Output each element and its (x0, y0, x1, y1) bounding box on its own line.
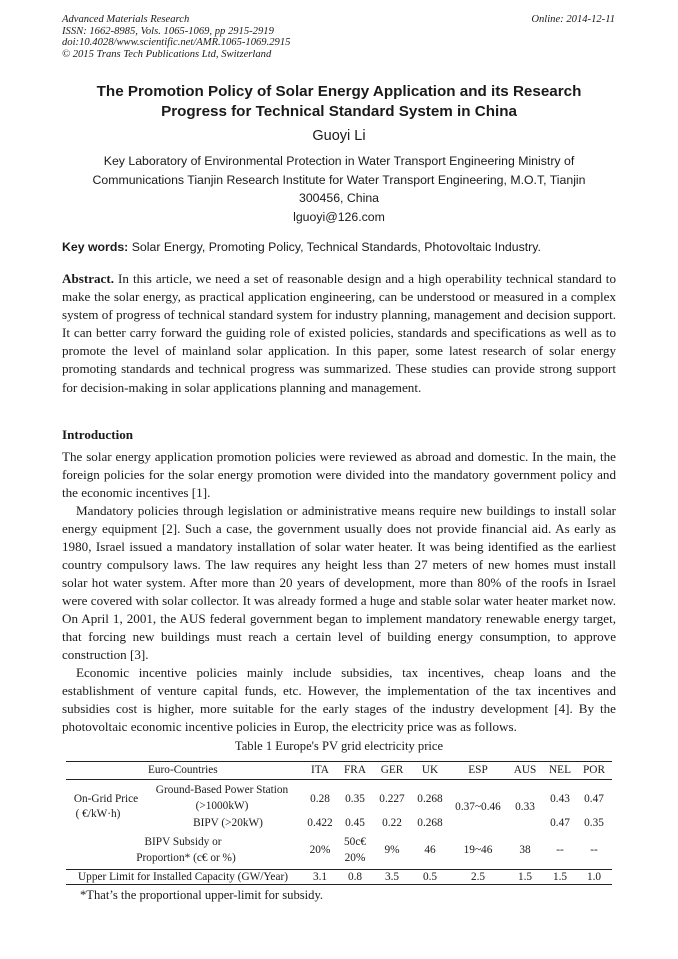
copyright-line: © 2015 Trans Tech Publications Ltd, Switzerland (62, 48, 272, 60)
table-bottom-rule (66, 884, 612, 885)
table-cell: 1.5 (552, 871, 568, 883)
paper-title (62, 82, 616, 122)
table-cell: 3.5 (384, 871, 400, 883)
table-cell: 0.45 (345, 817, 365, 829)
issn-line: ISSN: 1662-8985, Vols. 1065-1069, pp 2915-2919 (62, 25, 274, 37)
table-cell: 0.22 (382, 817, 402, 829)
table-cell: 0.35 (345, 793, 365, 805)
affiliation-line-2: Communications Tianjin Research Institute for Water Transport Engineering, M.O.T, Tianjin (92, 172, 586, 187)
table-caption: Table 1 Europe's PV grid electricity price (234, 739, 444, 753)
table-cell: 0.37~0.46 (455, 801, 501, 813)
author-name: Guoyi Li (312, 128, 366, 144)
table-row-label: (>1000kW) (195, 800, 249, 812)
table-row-label: On-Grid Price (73, 793, 139, 805)
keywords-label: Key words: (62, 240, 129, 254)
affiliation (62, 152, 616, 226)
keywords (62, 239, 616, 255)
table-top-rule (66, 761, 612, 762)
online-date: Online: 2014-12-11 (531, 14, 615, 25)
table-cell: 3.1 (312, 871, 328, 883)
table-col-header: ITA (311, 764, 329, 776)
table-cell: 50c€ (344, 836, 366, 848)
table-cell: 0.422 (307, 817, 333, 829)
table-cell: 0.35 (584, 817, 604, 829)
table-cell: 20% (309, 844, 331, 856)
table-header-rule (66, 779, 612, 780)
affiliation-line-1: Key Laboratory of Environmental Protection in Water Transport Engineering Ministry of (103, 154, 575, 168)
author-email: lguoyi@126.com (293, 209, 385, 224)
table-row-label: ( €/kW·h) (75, 808, 121, 820)
abstract-label: Abstract. (62, 271, 114, 286)
table-cell: 38 (519, 844, 531, 856)
journal-name: Advanced Materials Research (62, 14, 190, 25)
table-cell: 0.47 (584, 793, 604, 805)
table-cell: 1.0 (586, 871, 602, 883)
table-col-header: ESP (468, 764, 488, 776)
paragraph: The solar energy application promotion policies were reviewed as abroad and domestic. In the main, the foreign policies for the solar energy promotion were divided into the mandatory government policy and the economic incentives [1]. (62, 449, 616, 500)
paragraph: Economic incentive policies mainly include subsidies, tax incentives, cheap loans and the establishment of venture capital funds, etc. However, the implementation of the tax incentives and subsidies cost is higher, more suitable for the early stages of the industry development [4]. By the photovoltaic economic incentive policies in Europ, the electricity price was as follows. (62, 665, 616, 734)
table-col-header: NEL (549, 764, 571, 776)
keywords-text: Solar Energy, Promoting Policy, Technical Standards, Photovoltaic Industry. (128, 240, 541, 254)
running-header (62, 14, 290, 60)
table-col-header: UK (421, 764, 439, 776)
table-cell: 46 (424, 844, 436, 856)
table-cell: -- (556, 844, 564, 856)
table-row-label: Upper Limit for Installed Capacity (GW/Year) (78, 871, 288, 883)
table-cell: 2.5 (470, 871, 486, 883)
table-cell: 0.33 (515, 801, 535, 813)
table-cell: 0.47 (550, 817, 570, 829)
table-cell: 1.5 (517, 871, 533, 883)
table-cell: 0.5 (422, 871, 438, 883)
table-row-rule (66, 869, 612, 870)
table-row-label: Proportion* (c€ or %) (136, 852, 236, 864)
affiliation-line-3: 300456, China (299, 191, 379, 205)
table-col-header: AUS (513, 764, 537, 776)
abstract-text: In this article, we need a set of reasonable design and a high operability technical standard to make the solar energy, as practical application engineering, can be understood or measured in a complex system of progress of technical standard system for industry planning, management and decision support. It can better carry forward the guiding role of existed policies, standards and specifications as well as to promote the level of mainland solar application. In this paper, some latest research of solar energy promoting standards and technical progress was summarized. These studies can provide strong support for decision-making in solar applications planning and management. (62, 271, 616, 395)
introduction-body (62, 448, 616, 736)
table-col-header: GER (380, 764, 404, 776)
table-row-label: Ground-Based Power Station (155, 784, 289, 796)
table-cell: 0.43 (550, 793, 570, 805)
table-row-label: BIPV (>20kW) (193, 817, 263, 829)
title-line-1: The Promotion Policy of Solar Energy Application and its Research (96, 83, 582, 100)
table-cell: 0.268 (417, 793, 443, 805)
table-cell: 0.28 (310, 793, 330, 805)
table-cell: 9% (384, 844, 400, 856)
abstract (62, 270, 616, 397)
table-row-label: BIPV Subsidy or (144, 836, 222, 848)
title-line-2: Progress for Technical Standard System in China (161, 103, 517, 120)
paragraph: Mandatory policies through legislation or administrative means require new buildings to install solar energy equipment [2]. Such a case, the government usually does not provide financial aid. As early as 1980, Israel issued a mandatory installation of solar water heater. It was being identified as the earliest country compulsory laws. The law requires any height less than 27 meters of new homes must install solar hot water system. After more than 20 years of development, more than 80% of the roofs in Israel were covered with solar collector. It was already formed a huge and stable solar water heater market now. On April 1, 2001, the AUS federal government began to implement mandatory renewable energy target, that forcing new buildings must reach a certain level of building energy consumption, to approve construction [3]. (62, 503, 616, 662)
table-cell: 0.227 (379, 793, 405, 805)
table-col-header: POR (583, 764, 605, 776)
table-col-header: FRA (344, 764, 366, 776)
table-cell: -- (590, 844, 598, 856)
table-cell: 0.268 (417, 817, 443, 829)
doi-line: doi:10.4028/www.scientific.net/AMR.1065-1069.2915 (62, 37, 291, 49)
table-cell: 20% (344, 852, 366, 864)
table-cell: 19~46 (463, 844, 493, 856)
section-heading-introduction: Introduction (62, 427, 134, 442)
table-footnote: *That’s the proportional upper-limit for subsidy. (80, 888, 324, 902)
table-header-label: Euro-Countries (148, 764, 218, 776)
table-cell: 0.8 (347, 871, 363, 883)
